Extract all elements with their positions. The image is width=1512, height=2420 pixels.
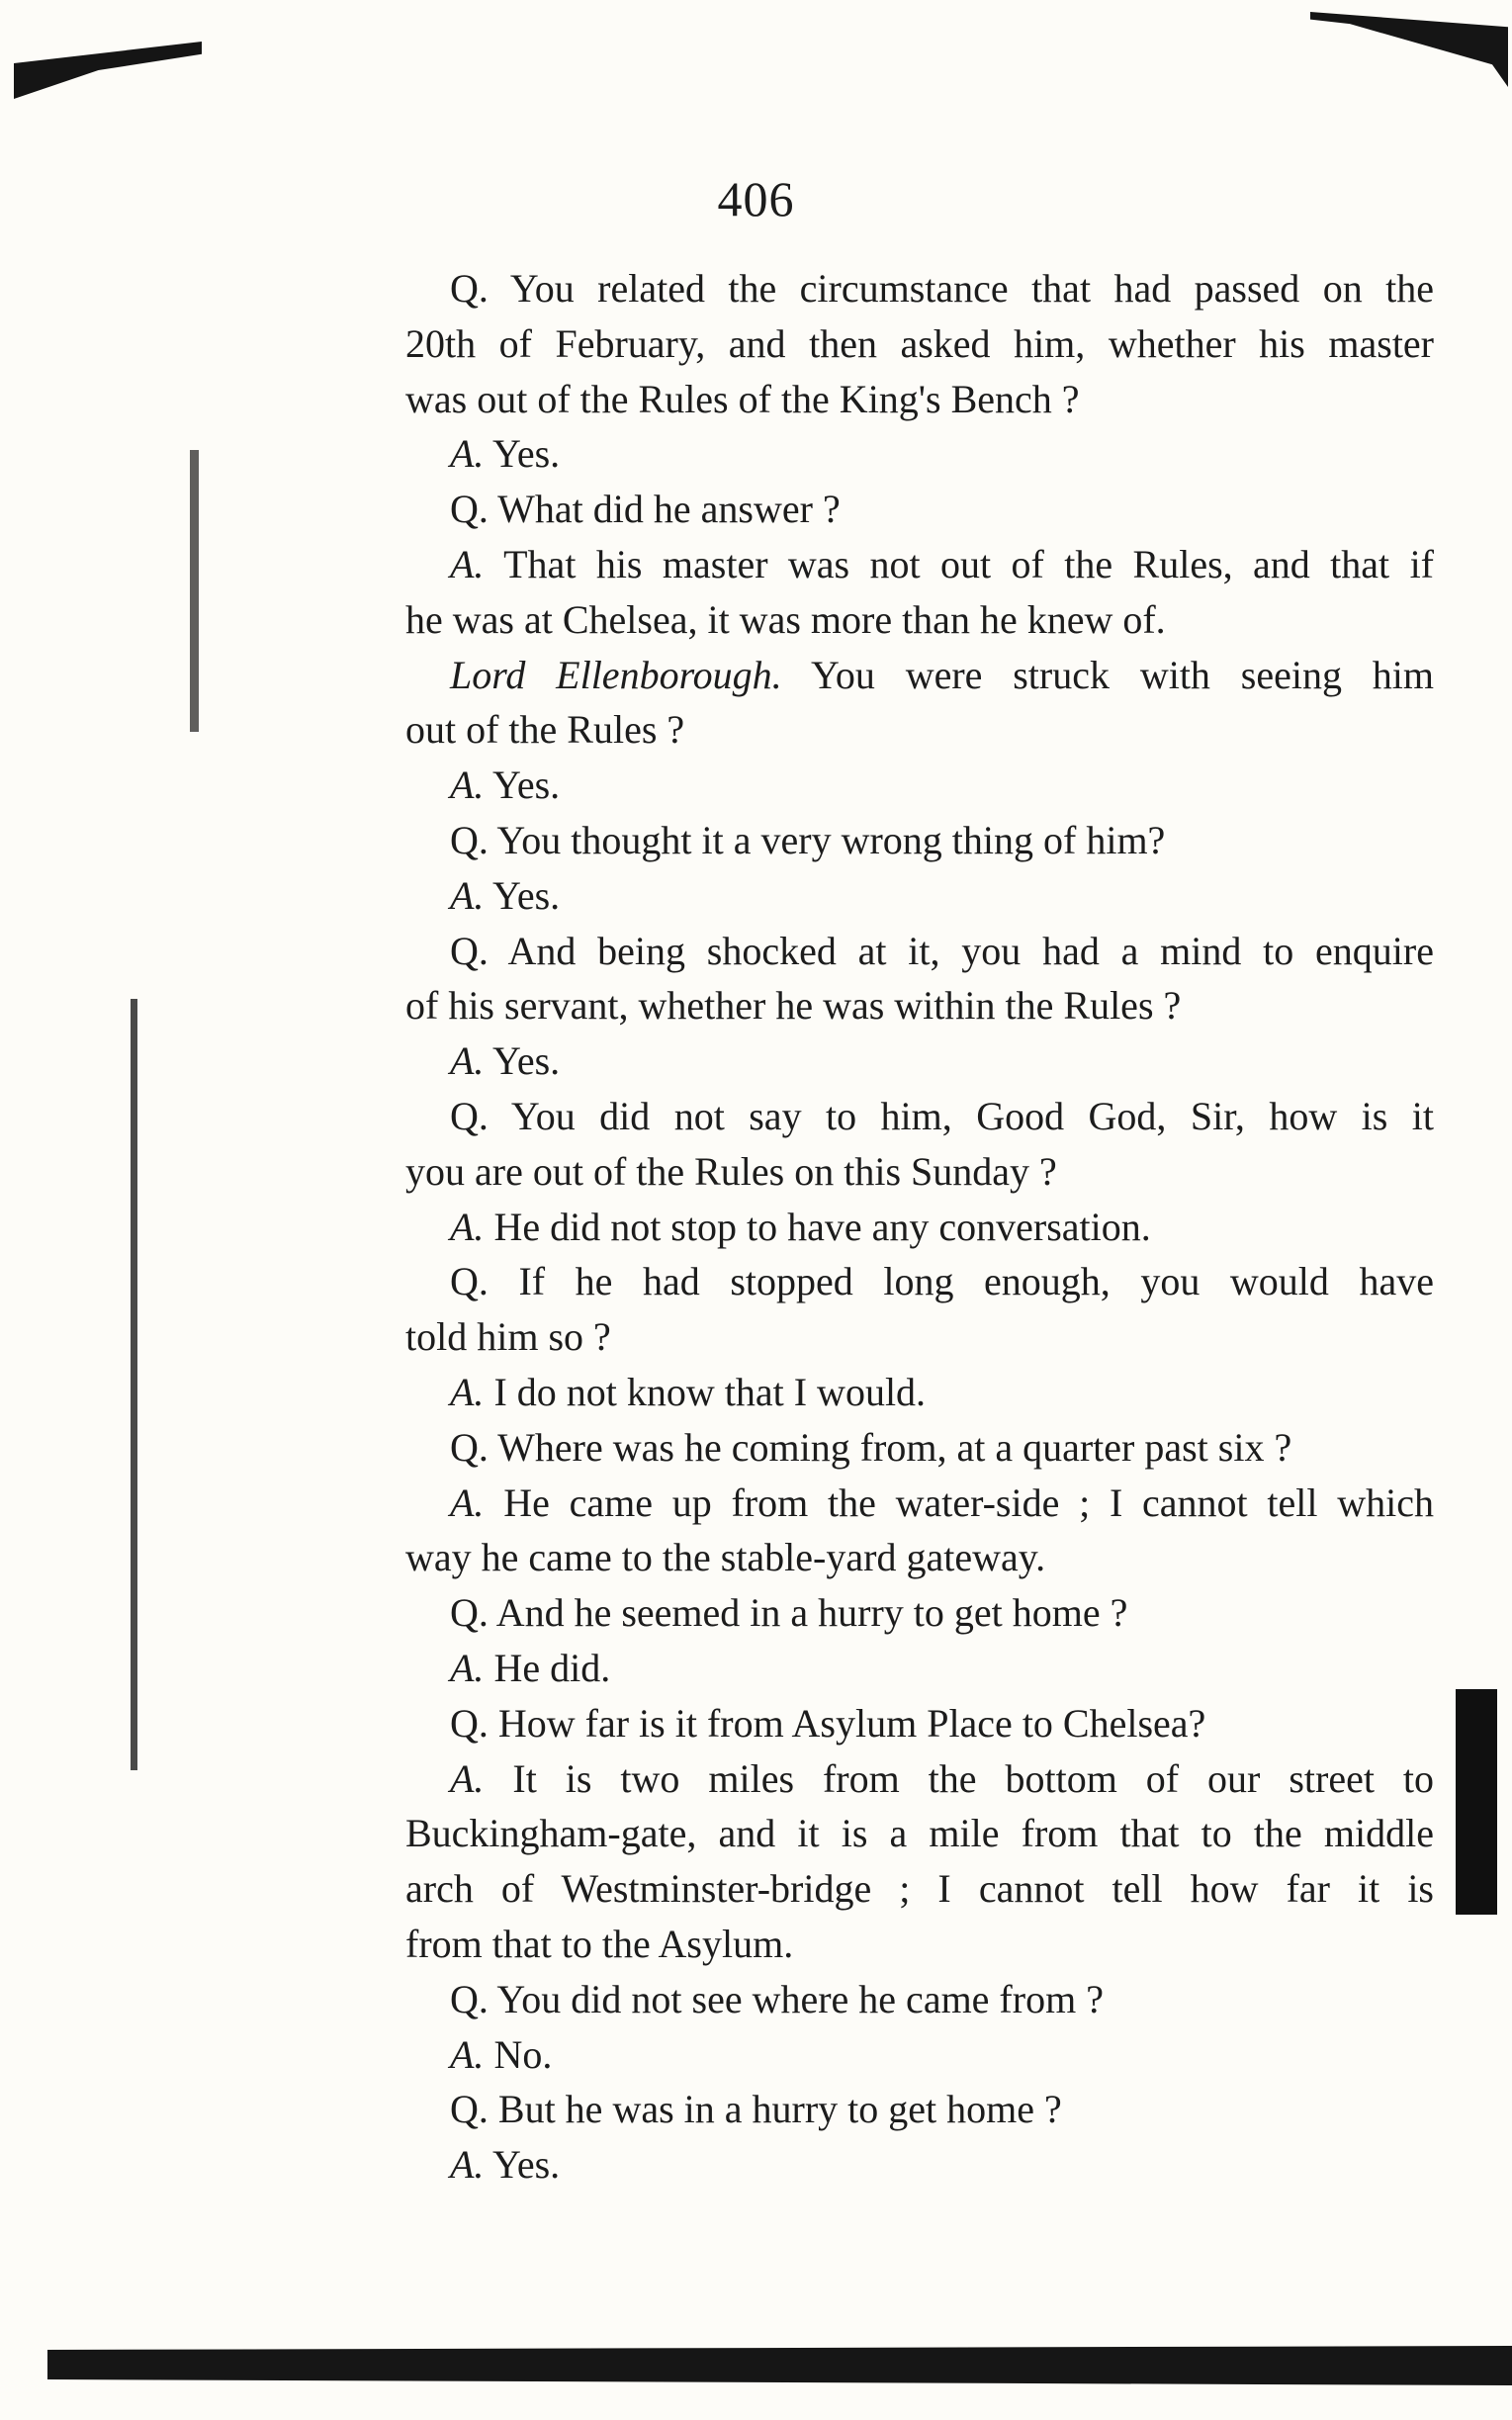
transcript-line-continuation — [405, 1313, 611, 1361]
transcript-line-continuation — [405, 1148, 1057, 1196]
line-text: It is two miles from the bottom of our street to — [512, 1755, 1435, 1801]
transcript-line — [450, 1589, 1127, 1637]
transcript-line-continuation — [405, 982, 1181, 1030]
line-text: He came up from the water-side ; I cannot tell which — [503, 1479, 1434, 1525]
line-text: Yes. — [491, 431, 561, 477]
transcript-line — [450, 1369, 926, 1416]
transcript-line — [450, 872, 560, 920]
line-text: If he had stopped long enough, you would have — [518, 1259, 1434, 1304]
scan-binding-mark — [131, 999, 137, 1770]
line-text: of his servant, whether he was within the Rules ? — [405, 983, 1182, 1029]
scan-margin-tab — [1456, 1689, 1497, 1915]
line-text: No. — [493, 2031, 553, 2077]
transcript-line — [450, 1645, 610, 1692]
transcript-line — [450, 541, 1434, 588]
line-text: you are out of the Rules on this Sunday ? — [405, 1148, 1057, 1194]
transcript-line-continuation — [405, 376, 1080, 423]
speaker-label: A. — [450, 431, 485, 477]
speaker-label: Q. — [450, 1700, 489, 1746]
speaker-label: A. — [450, 1755, 485, 1801]
transcript-line — [450, 430, 560, 478]
line-text: Buckingham-gate, and it is a mile from that to the middle — [405, 1811, 1434, 1856]
transcript-line — [450, 1700, 1205, 1748]
transcript-line — [450, 762, 560, 809]
line-text: he was at Chelsea, it was more than he knew of. — [405, 596, 1166, 642]
transcript-line — [450, 1479, 1434, 1527]
speaker-label: A. — [450, 872, 485, 918]
transcript-line-continuation — [405, 1534, 1045, 1581]
speaker-label: Q. — [450, 1976, 489, 2021]
line-text: You did not see where he came from ? — [496, 1976, 1104, 2021]
speaker-label: Q. — [450, 1590, 489, 1636]
line-text: I do not know that I would. — [493, 1370, 927, 1414]
line-text: And being shocked at it, you had a mind to enquire — [507, 928, 1434, 973]
line-text: was out of the Rules of the King's Bench ? — [405, 376, 1080, 421]
speaker-label: A. — [450, 762, 485, 808]
line-text: Yes. — [491, 872, 561, 918]
speaker-label: Q. — [450, 266, 489, 311]
line-text: way he came to the stable-yard gateway. — [405, 1535, 1046, 1580]
transcript-line — [450, 928, 1434, 975]
line-text: What did he answer ? — [497, 487, 841, 532]
transcript-line-continuation — [405, 320, 1434, 368]
line-text: But he was in a hurry to get home ? — [497, 2087, 1062, 2132]
transcript-line-continuation — [405, 596, 1166, 644]
speaker-label: A. — [450, 1038, 485, 1084]
transcript-line-continuation — [405, 1865, 1434, 1913]
speaker-label: A. — [450, 2142, 485, 2188]
line-text: You related the circumstance that had passed on the — [509, 266, 1434, 311]
speaker-label: Q. — [450, 928, 489, 973]
line-text: He did. — [493, 1646, 611, 1690]
speaker-label: Q. — [450, 818, 489, 862]
speaker-label: A. — [450, 542, 485, 586]
transcript-line — [450, 1755, 1434, 1803]
line-text: Yes. — [491, 1038, 561, 1084]
speaker-label: A. — [450, 1646, 485, 1690]
transcript-line — [450, 265, 1434, 313]
transcript-line-continuation — [405, 706, 684, 754]
transcript-line — [450, 2141, 560, 2189]
speaker-label: Q. — [450, 1259, 489, 1304]
line-text: You were struck with seeing him — [811, 652, 1434, 697]
line-text: Yes. — [491, 2142, 561, 2188]
transcript-line — [450, 1976, 1104, 2023]
line-text: from that to the Asylum. — [405, 1922, 794, 1966]
speaker-label: Q. — [450, 1424, 489, 1470]
page-number: 406 — [717, 171, 795, 226]
speaker-label: Q. — [450, 2087, 489, 2132]
transcript-line — [450, 817, 1165, 864]
transcript-line — [450, 1037, 560, 1085]
scan-edge-shadow-top-left — [14, 42, 202, 99]
line-text: He did not stop to have any conversation. — [493, 1204, 1151, 1249]
transcript-line-continuation — [405, 1921, 793, 1968]
line-text: Yes. — [491, 762, 561, 808]
line-text: out of the Rules ? — [405, 707, 685, 753]
transcript-line — [450, 1258, 1434, 1305]
transcript-line — [450, 2086, 1062, 2133]
speaker-label: A. — [450, 1204, 485, 1249]
line-text: 20th of February, and then asked him, whether his master — [405, 320, 1434, 366]
line-text: You did not say to him, Good God, Sir, how is it — [510, 1094, 1434, 1138]
speaker-label: A. — [450, 1479, 485, 1525]
line-text: How far is it from Asylum Place to Chelsea? — [497, 1700, 1206, 1746]
speaker-label: A. — [450, 2031, 485, 2077]
line-text: And he seemed in a hurry to get home ? — [495, 1590, 1128, 1636]
line-text: arch of Westminster-bridge ; I cannot tell how far it is — [405, 1866, 1434, 1912]
line-text: Where was he coming from, at a quarter past six ? — [497, 1424, 1292, 1470]
line-text: told him so ? — [405, 1314, 611, 1360]
transcript-line — [450, 1093, 1434, 1140]
speaker-label: Q. — [450, 1094, 489, 1138]
scan-edge-shadow-top-right — [1310, 12, 1508, 87]
scan-binding-mark — [190, 450, 199, 732]
transcript-line-continuation — [405, 1810, 1434, 1857]
transcript-line — [450, 2031, 552, 2079]
transcript-line — [450, 652, 1434, 699]
line-text: You thought it a very wrong thing of him? — [496, 818, 1166, 862]
transcript-line — [450, 486, 841, 533]
transcript-line — [450, 1204, 1151, 1251]
speaker-label: A. — [450, 1370, 485, 1414]
transcript-line — [450, 1424, 1291, 1472]
speaker-label: Lord Ellenborough. — [450, 652, 782, 697]
line-text: That his master was not out of the Rules, and that if — [503, 542, 1434, 586]
scan-edge-shadow-bottom — [47, 2346, 1512, 2385]
speaker-label: Q. — [450, 487, 489, 532]
